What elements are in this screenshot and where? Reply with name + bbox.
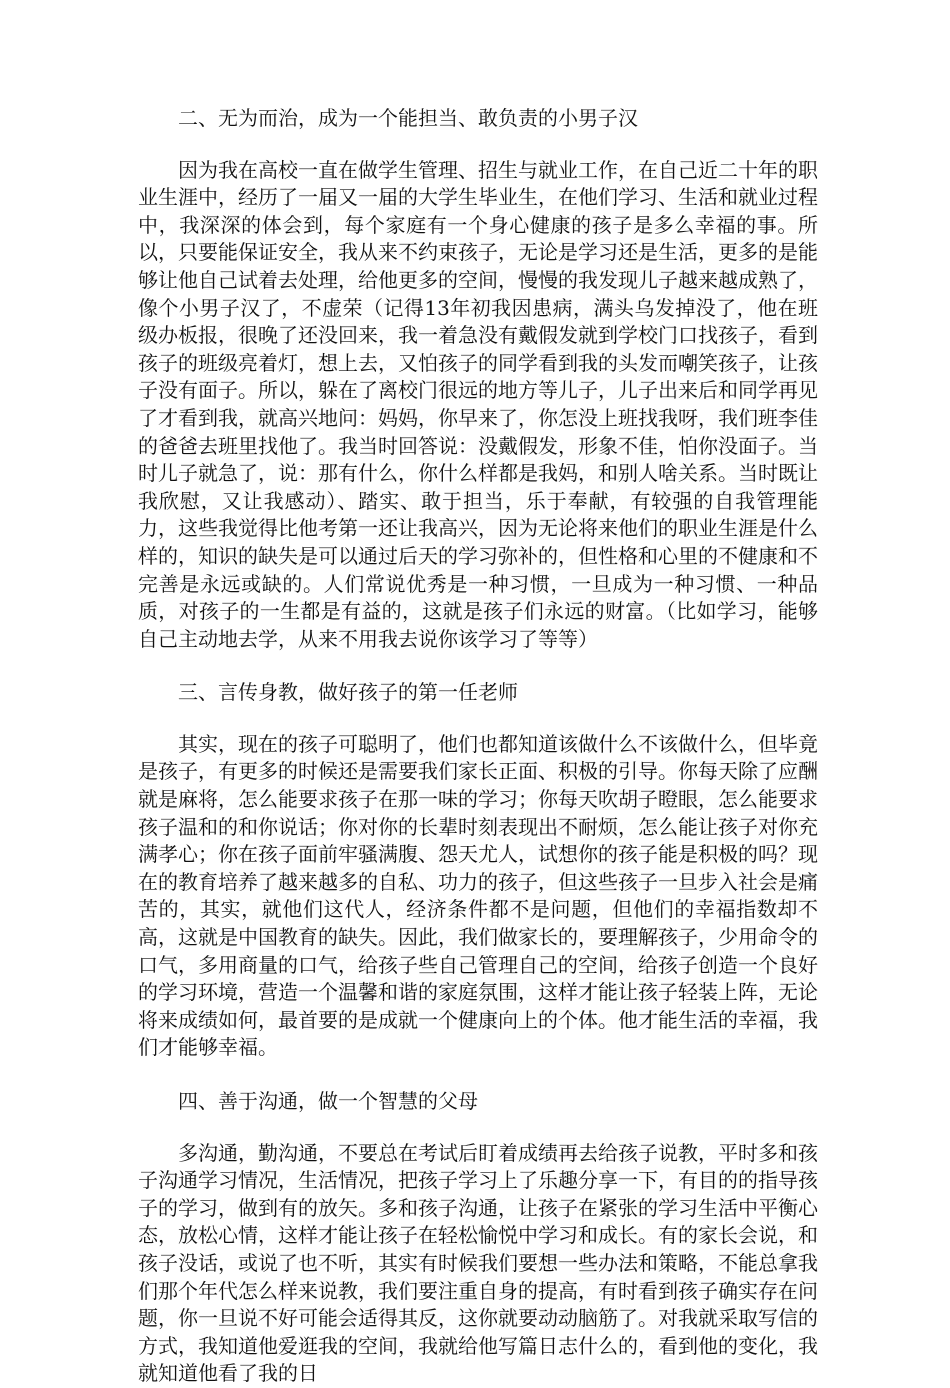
spacer [138, 653, 818, 679]
section-paragraph-2: 因为我在高校一直在做学生管理、招生与就业工作，在自己近二十年的职业生涯中，经历了一届又一届的大学生毕业生，在他们学习、生活和就业过程中，我深深的体会到，每个家庭有一个身心健康的孩子是多么幸福的事。所以，只要能保证安全，我从来不约束孩子，无论是学习还是生活，更多的是能够让他自己试着去处理，给他更多的空间，慢慢的我发现儿子越来越成熟了，像个小男子汉了，不虚荣（记得13年初我因患病，满头乌发掉没了，他在班级办板报，很晚了还没回来，我一着急没有戴假发就到学校门口找孩子，看到孩子的班级亮着灯，想上去，又怕孩子的同学看到我的头发而嘲笑孩子，让孩子没有面子。所以，躲在了离校门很远的地方等儿子，儿子出来后和同学再见了才看到我，就高兴地问：妈妈，你早来了，你怎没上班找我呀，我们班李佳的爸爸去班里找他了。我当时回答说：没戴假发，形象不佳，怕你没面子。当时儿子就急了，说：那有什么，你什么样都是我妈，和别人啥关系。当时既让我欣慰，又让我感动）、踏实、敢于担当，乐于奉献，有较强的自我管理能力，这些我觉得比他考第一还让我高兴，因为无论将来他们的职业生涯是什么样的，知识的缺失是可以通过后天的学习弥补的，但性格和心里的不健康和不完善是永远或缺的。人们常说优秀是一种习惯，一旦成为一种习惯、一种品质，对孩子的一生都是有益的，这就是孩子们永远的财富。（比如学习，能够自己主动地去学，从来不用我去说你该学习了等等） [138, 157, 818, 651]
section-heading-3: 三、言传身教，做好孩子的第一任老师 [178, 680, 518, 705]
spacer [138, 1062, 818, 1088]
section-heading-4: 四、善于沟通，做一个智慧的父母 [178, 1089, 478, 1113]
spacer [138, 1116, 818, 1140]
document-body [138, 105, 818, 1388]
spacer [138, 707, 818, 731]
section-paragraph-3: 其实，现在的孩子可聪明了，他们也都知道该做什么不该做什么，但毕竟是孩子，有更多的时候还是需要我们家长正面、积极的引导。你每天除了应酬就是麻将，怎么能要求孩子在那一味的学习；你每天吹胡子瞪眼，怎么能要求孩子温和的和你说话；你对你的长辈时刻表现出不耐烦，怎么能让孩子对你充满孝心；你在孩子面前牢骚满腹、怨天尤人，试想你的孩子能是积极的吗？现在的教育培养了越来越多的自私、功力的孩子，但这些孩子一旦步入社会是痛苦的，其实，就他们这代人，经济条件都不是问题，但他们的幸福指数却不高，这就是中国教育的缺失。因此，我们做家长的，要理解孩子，少用命令的口气，多用商量的口气，给孩子些自己管理自己的空间，给孩子创造一个良好的学习环境，营造一个温馨和谐的家庭氛围，这样才能让孩子轻装上阵，无论将来成绩如何，最首要的是成就一个健康向上的个体。他才能生活的幸福，我们才能够幸福。 [138, 731, 818, 1060]
spacer [138, 133, 818, 157]
section-heading-2: 二、无为而治，成为一个能担当、敢负责的小男子汉 [178, 106, 638, 130]
section-paragraph-4: 多沟通，勤沟通，不要总在考试后盯着成绩再去给孩子说教，平时多和孩子沟通学习情况，生活情况，把孩子学习上了乐趣分享一下，有目的的指导孩子的学习，做到有的放矢。多和孩子沟通，让孩子在紧张的学习生活中平衡心态，放松心情，这样才能让孩子在轻松愉悦中学习和成长。有的家长会说，和孩子没话，或说了也不听，其实有时候我们要想一些办法和策略，不能总拿我们那个年代怎么样来说教，我们要注重自身的提高，有时看到孩子确实存在问题，你一旦说不好可能会适得其反，这你就要动动脑筋了。对我就采取写信的方式，我知道他爱逛我的空间，我就给他写篇日志什么的，看到他的变化，我就知道他看了我的日 [138, 1140, 818, 1386]
